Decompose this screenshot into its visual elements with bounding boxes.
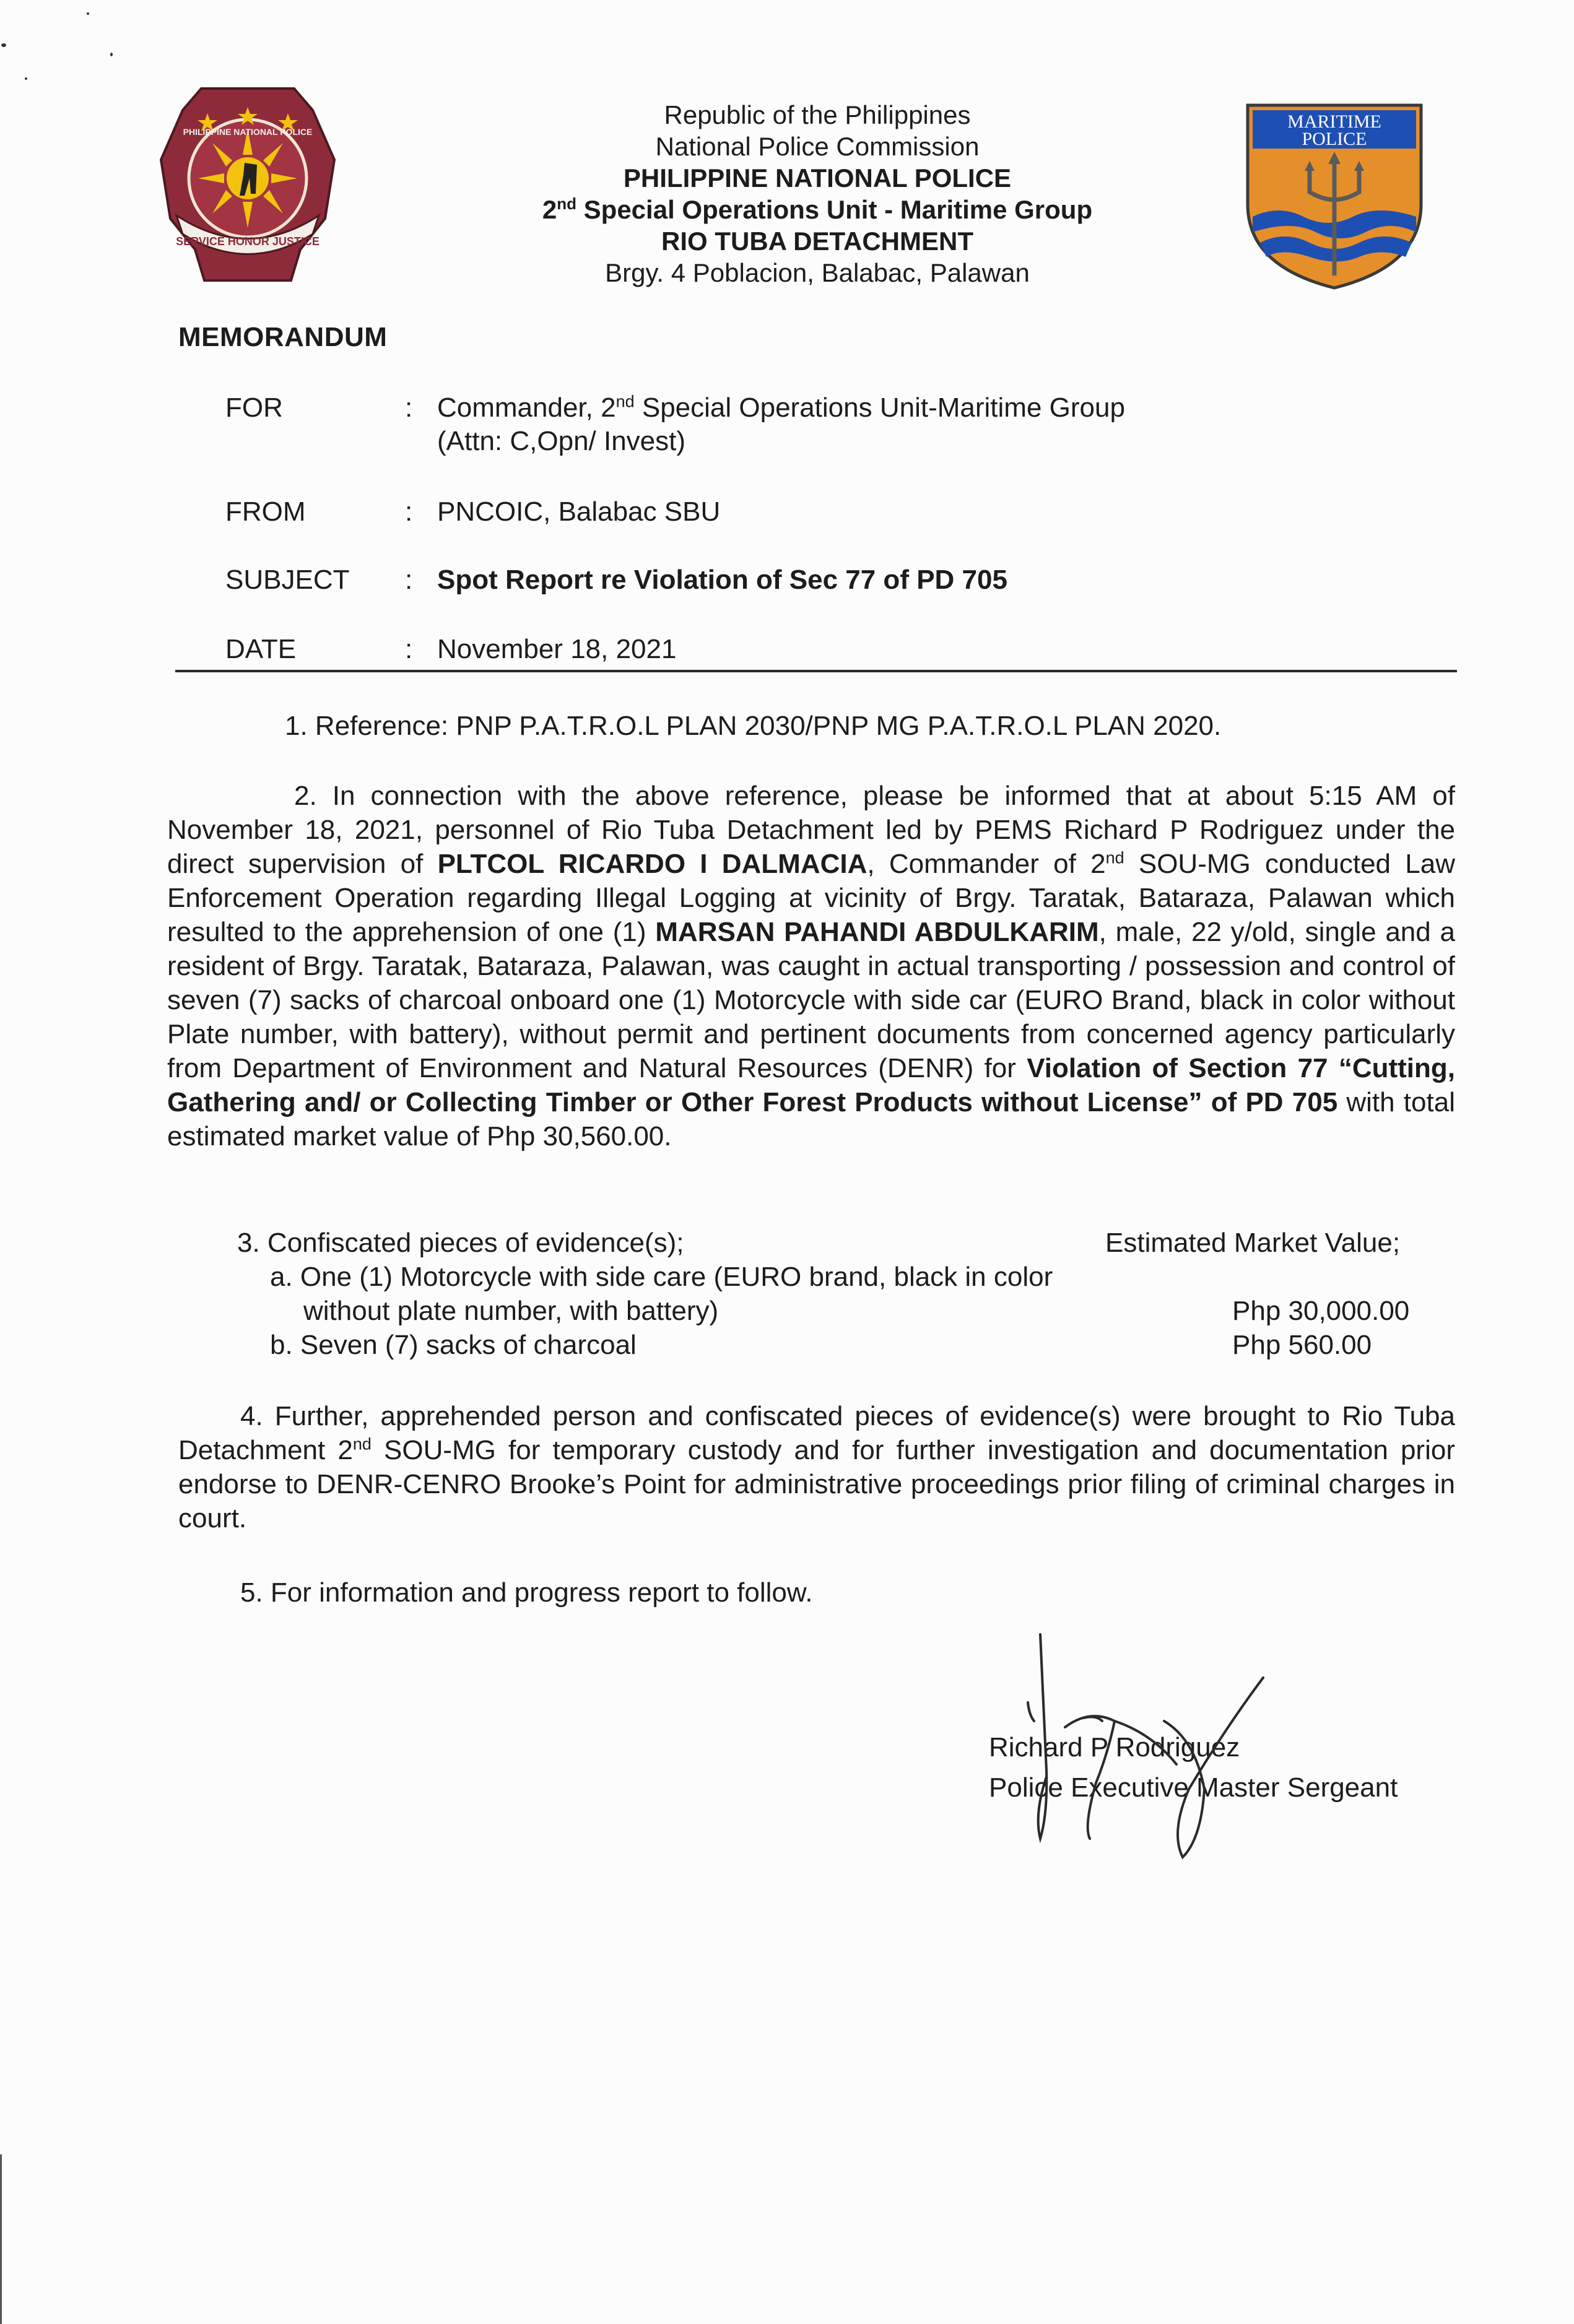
evidence-item-a-line2: without plate number, with battery) — [303, 1296, 719, 1326]
evidence-item-b-value: Php 560.00 — [1232, 1330, 1372, 1360]
scan-speck — [25, 77, 27, 80]
for-label: FOR — [225, 392, 283, 423]
paragraph-report: 2. In connection with the above reference, please be informed that at about 5:15 AM of November 18, 2021, personnel of Rio Tuba Detachment led by PEMS Richard P Rodriguez under the direct supervision of PLTCOL RICARDO I DALMACIA, Commander of 2nd SOU-MG conducted Law Enforcement Operation regarding Illegal Logging at vicinity of Brgy. Taratak, Bataraza, Palawan which resulted to the apprehension of one (1) MARSAN PAHANDI ABDULKARIM, male, 22 y/old, single and a resident of Brgy. Taratak, Bataraza, Palawan, was caught in actual transporting / possession and control of seven (7) sacks of charcoal onboard one (1) Motorcycle with side car (EURO Brand, black in color without Plate number, with battery), without permit and pertinent documents from concerned agency particularly from Department of Environment and Natural Resources (DENR) for Violation of Section 77 “Cutting, Gathering and/ or Collecting Timber or Other Forest Products without License” of PD 705 with total estimated market value of Php 30,560.00. — [167, 781, 1455, 1151]
for-colon: : — [405, 392, 413, 423]
pnp-seal-logo — [158, 85, 337, 284]
memorandum-title: MEMORANDUM — [178, 322, 388, 352]
scan-speck — [1, 43, 6, 47]
evidence-value-heading: Estimated Market Value; — [1105, 1228, 1401, 1258]
maritime-text: MARITIME — [1287, 111, 1381, 132]
from-value: PNCOIC, Balabac SBU — [437, 496, 721, 527]
evidence-heading: 3. Confiscated pieces of evidence(s); — [237, 1228, 684, 1258]
header-divider — [175, 670, 1457, 672]
apprehended-name: MARSAN PAHANDI ABDULKARIM — [655, 917, 1099, 947]
letterhead-detachment: RIO TUBA DETACHMENT — [661, 227, 973, 256]
commander-name: PLTCOL RICARDO I DALMACIA — [437, 849, 867, 879]
police-text: POLICE — [1302, 129, 1367, 149]
date-label: DATE — [225, 634, 297, 664]
paragraph-closing: 5. For information and progress report to follow. — [240, 1577, 813, 1608]
paragraph-custody: 4. Further, apprehended person and confiscated pieces of evidence(s) were brought to Rio Tuba Detachment 2nd SOU-MG for temporary custody and for further investigation and documentation prior endorse to DENR-CENRO Brooke’s Point for administrative proceedings prior filing of criminal charges in court. — [178, 1401, 1455, 1533]
scan-speck — [87, 12, 89, 15]
from-colon: : — [405, 496, 413, 527]
subject-label: SUBJECT — [225, 565, 350, 595]
subject-colon: : — [405, 565, 413, 595]
evidence-item-b: b. Seven (7) sacks of charcoal — [270, 1330, 637, 1360]
pnp-ribbon-text: SERVICE HONOR JUSTICE — [176, 235, 320, 248]
letterhead-address: Brgy. 4 Poblacion, Balabac, Palawan — [605, 258, 1030, 287]
scan-speck — [110, 53, 113, 56]
evidence-item-a-value: Php 30,000.00 — [1232, 1296, 1410, 1326]
letterhead-napolcom: National Police Commission — [655, 132, 980, 161]
from-label: FROM — [225, 496, 306, 527]
letterhead-republic: Republic of the Philippines — [664, 100, 971, 129]
letterhead — [384, 99, 1251, 288]
paragraph-reference: 1. Reference: PNP P.A.T.R.O.L PLAN 2030/PNP MG P.A.T.R.O.L PLAN 2020. — [285, 711, 1222, 741]
scan-edge-line — [0, 2154, 2, 2324]
violation-text: Violation of Section 77 “Cutting, Gathering and/ or Collecting Timber or Other Forest Products without License” of PD 705 — [167, 1053, 1455, 1117]
maritime-police-shield-logo — [1241, 99, 1427, 291]
date-colon: : — [405, 634, 413, 664]
letterhead-pnp: PHILIPPINE NATIONAL POLICE — [623, 163, 1012, 193]
handwritten-signature — [991, 1628, 1276, 1863]
letterhead-unit: 2nd Special Operations Unit - Maritime Group — [542, 194, 1093, 224]
for-value: Commander, 2nd Special Operations Unit-Maritime Group (Attn: C,Opn/ Invest) — [437, 392, 1125, 456]
evidence-item-a-line1: a. One (1) Motorcycle with side care (EURO brand, black in color — [270, 1262, 1053, 1292]
signatory-rank: Police Executive Master Sergeant — [989, 1772, 1398, 1803]
subject-value: Spot Report re Violation of Sec 77 of PD 705 — [437, 565, 1007, 595]
signatory-name: Richard P Rodriguez — [989, 1732, 1240, 1763]
pnp-seal-text: PHILIPPINE NATIONAL POLICE — [183, 127, 313, 137]
for-attn: (Attn: C,Opn/ Invest) — [437, 426, 686, 456]
date-value: November 18, 2021 — [437, 634, 677, 664]
